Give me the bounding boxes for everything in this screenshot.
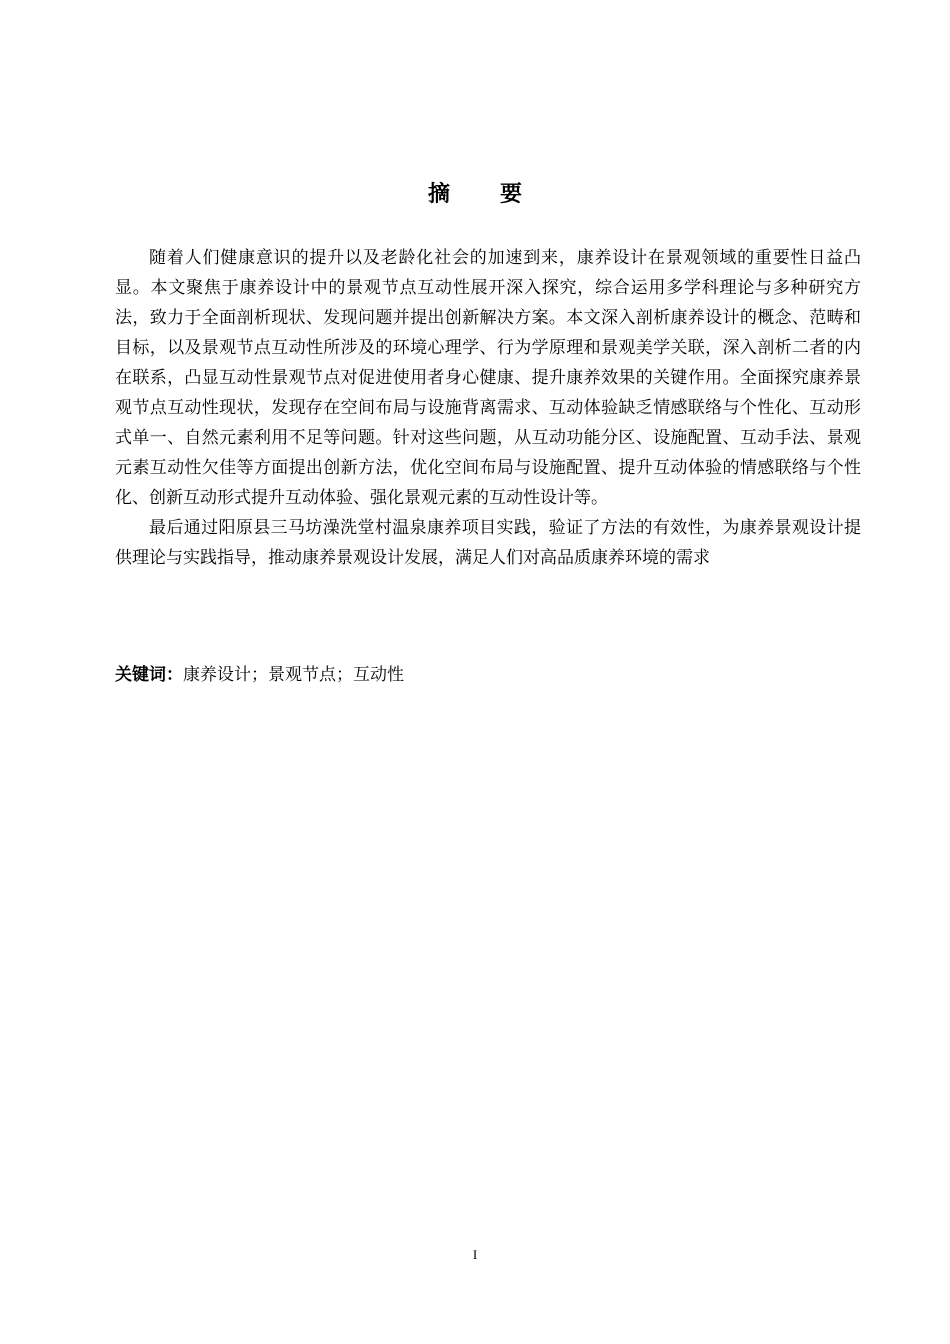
page-number: I [472,1247,478,1262]
keywords-label: 关键词： [115,665,183,685]
title-char-2: 要 [500,182,523,207]
abstract-body [115,243,861,573]
abstract-paragraph-1: 随着人们健康意识的提升以及老龄化社会的加速到来，康养设计在景观领域的重要性日益凸显。本文聚焦于康养设计中的景观节点互动性展开深入探究，综合运用多学科理论与多种研究方法，致力于全面剖析现状、发现问题并提出创新解决方案。本文深入剖析康养设计的概念、范畴和目标，以及景观节点互动性所涉及的环境心理学、行为学原理和景观美学关联，深入剖析二者的内在联系，凸显互动性景观节点对促进使用者身心健康、提升康养效果的关键作用。全面探究康养景观节点互动性现状，发现存在空间布局与设施背离需求、互动体验缺乏情感联络与个性化、互动形式单一、自然元素利用不足等问题。针对这些问题，从互动功能分区、设施配置、互动手法、景观元素互动性欠佳等方面提出创新方法，优化空间布局与设施配置、提升互动体验的情感联络与个性化、创新互动形式提升互动体验、强化景观元素的互动性设计等。 [115,248,861,508]
keywords-line [115,660,861,690]
keywords-value: 康养设计；景观节点；互动性 [183,665,404,685]
abstract-title [0,180,950,210]
title-char-1: 摘 [427,182,450,207]
abstract-paragraph-2: 最后通过阳原县三马坊澡洗堂村温泉康养项目实践，验证了方法的有效性，为康养景观设计提供理论与实践指导，推动康养景观设计发展，满足人们对高品质康养环境的需求 [115,518,861,568]
